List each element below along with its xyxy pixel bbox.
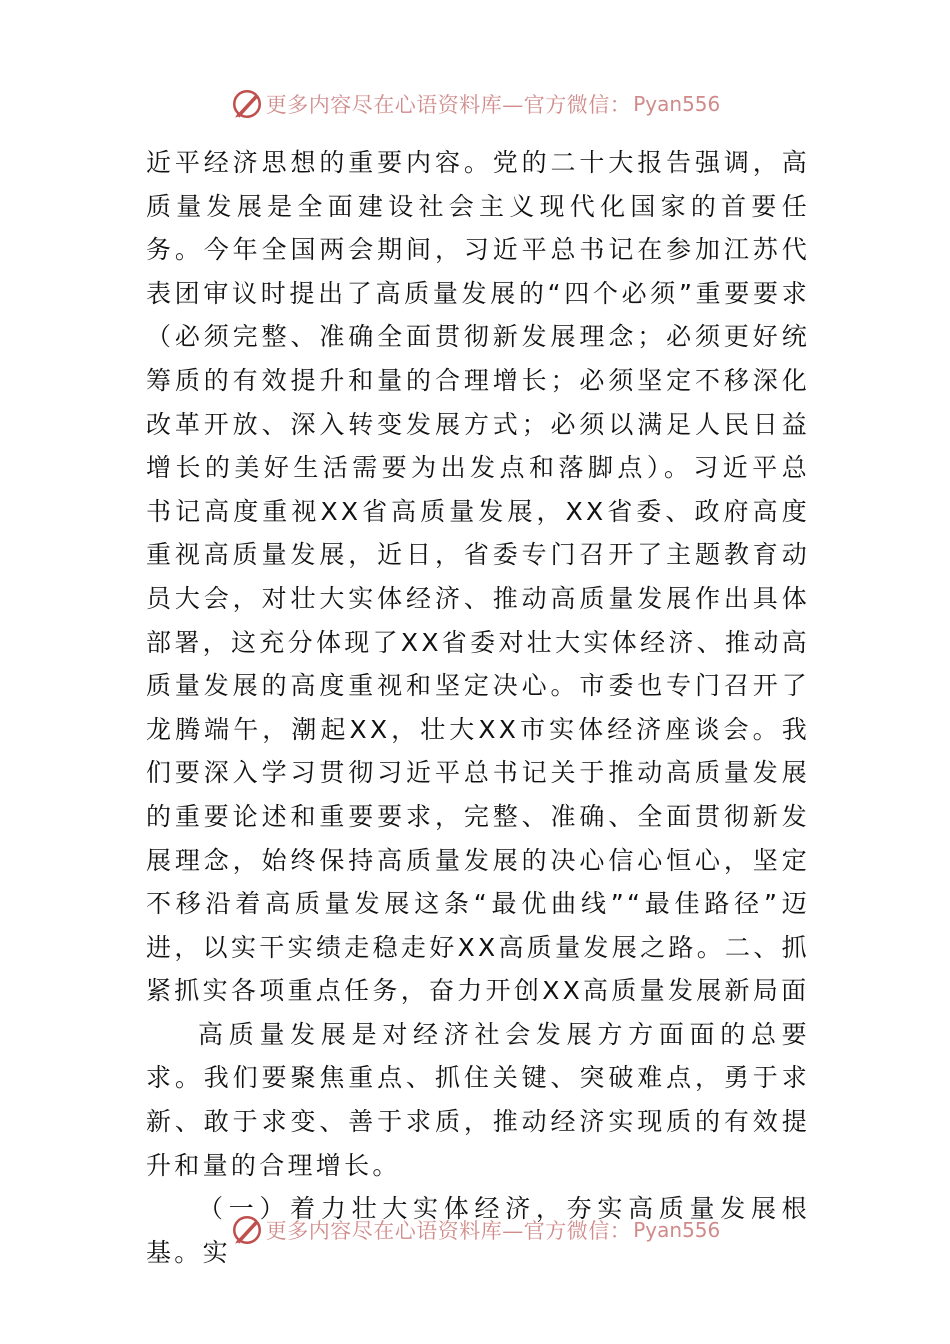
header-watermark-banner	[0, 84, 950, 124]
paragraph-1: 近平经济思想的重要内容。党的二十大报告强调，高质量发展是全面建设社会主义现代化国家的首要任务。今年全国两会期间，习近平总书记在参加江苏代表团审议时提出了高质量发展的“四个必须”重要要求（必须完整、准确全面贯彻新发展理念；必须更好统筹质的有效提升和量的合理增长；必须坚定不移深化改革开放、深入转变发展方式；必须以满足人民日益增长的美好生活需要为出发点和落脚点）。习近平总书记高度重视XX省高质量发展，XX省委、政府高度重视高质量发展，近日，省委专门召开了主题教育动员大会，对壮大实体经济、推动高质量发展作出具体部署，这充分体现了XX省委对壮大实体经济、推动高质量发展的高度重视和坚定决心。市委也专门召开了龙腾端午，潮起XX，壮大XX市实体经济座谈会。我们要深入学习贯彻习近平总书记关于推动高质量发展的重要论述和重要要求，完整、准确、全面贯彻新发展理念，始终保持高质量发展的决心信心恒心，坚定不移沿着高质量发展这条“最优曲线”“最佳路径”迈进，以实干实绩走稳走好XX高质量发展之路。二、抓紧抓实各项重点任务，奋力开创XX高质量发展新局面	[146, 148, 810, 1006]
wechat-id: Pyan556	[633, 1218, 721, 1242]
document-body	[146, 141, 810, 1274]
pen-logo-icon	[230, 87, 264, 121]
pen-logo-icon	[230, 1213, 264, 1247]
footer-watermark-banner	[0, 1210, 950, 1250]
wechat-id: Pyan556	[633, 92, 721, 116]
paragraph-3: （一）着力壮大实体经济，夯实高质量发展根基。实	[146, 1194, 810, 1267]
paragraph-2: 高质量发展是对经济社会发展方方面面的总要求。我们要聚焦重点、抓住关键、突破难点，勇于求新、敢于求变、善于求质，推动经济实现质的有效提升和量的合理增长。	[146, 1019, 810, 1180]
watermark-text: 更多内容尽在心语资料库—官方微信：	[265, 93, 632, 117]
watermark-text: 更多内容尽在心语资料库—官方微信：	[265, 1219, 632, 1243]
